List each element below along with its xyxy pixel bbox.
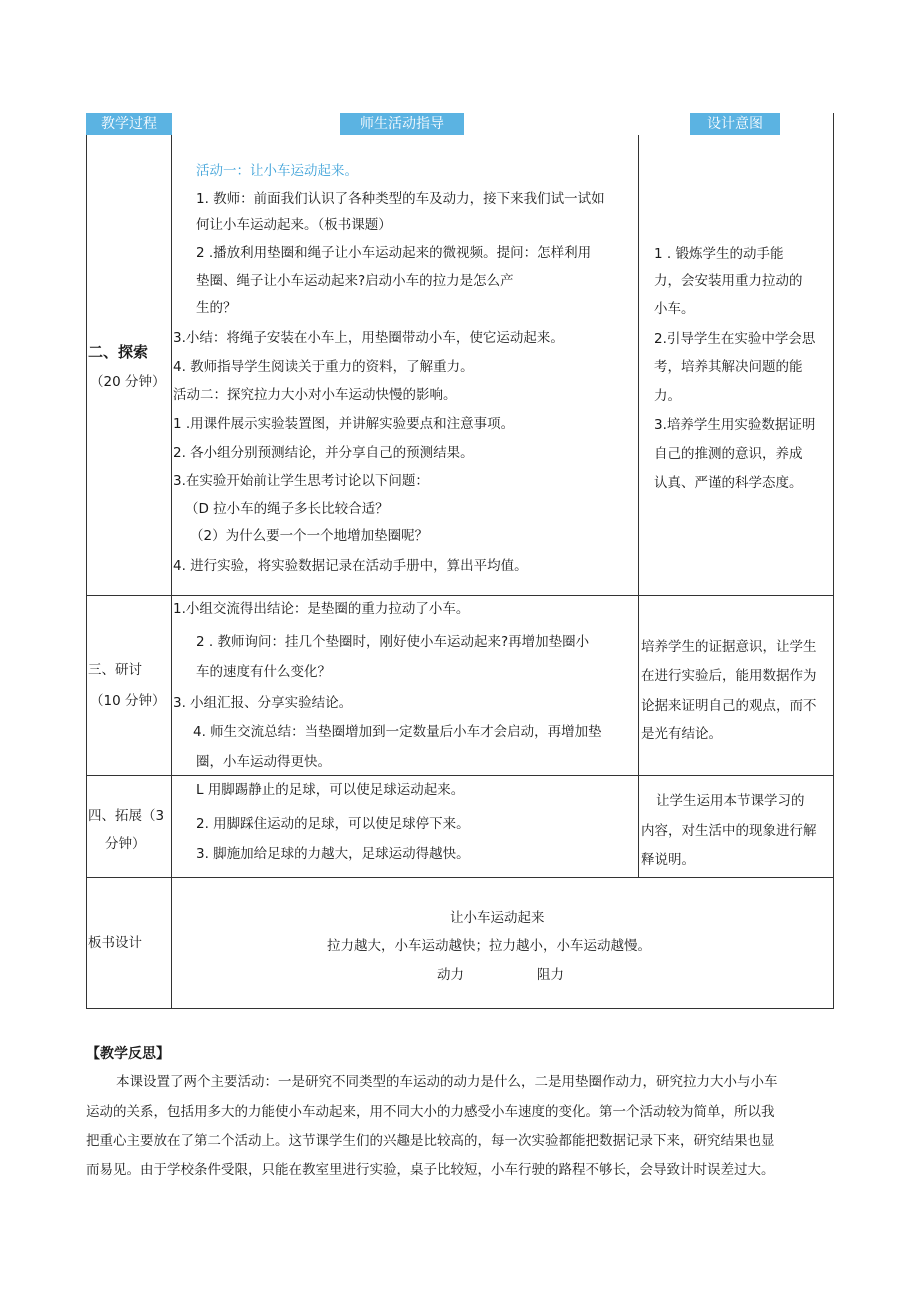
explore-line: 活动二：探究拉力大小对小车运动快慢的影响。 — [173, 387, 457, 403]
discuss-line: 4. 师生交流总结：当垫圈增加到一定数量后小车才会启动，再增加垫 — [193, 724, 602, 740]
reflection-heading: 【教学反思】 — [86, 1046, 170, 1062]
explore-duration: （20 分钟） — [90, 374, 166, 390]
header-process: 教学过程 — [86, 113, 172, 135]
explore-intent-line: 认真、严谨的科学态度。 — [654, 475, 803, 491]
discuss-label: 三、研讨 — [88, 662, 142, 678]
discuss-intent-line: 论据来证明自己的观点，而不 — [641, 698, 817, 714]
discuss-intent-line: 是光有结论。 — [641, 726, 722, 742]
explore-line: 2. 各小组分别预测结论，并分享自己的预测结果。 — [173, 445, 474, 461]
explore-intent-line: 1 . 锻炼学生的动手能 — [654, 246, 784, 262]
extend-line: 3. 脚施加给足球的力越大，足球运动得越快。 — [196, 846, 470, 862]
extend-intent-line: 让学生运用本节课学习的 — [656, 793, 805, 809]
row-divider-1 — [86, 595, 834, 596]
explore-line: 1. 教师：前面我们认识了各种类型的车及动力，接下来我们试一试如 — [196, 191, 605, 207]
reflection-line: 而易见。由于学校条件受限，只能在教室里进行实验，桌子比较短，小车行驶的路程不够长，会导致计时误差过大。 — [86, 1162, 775, 1178]
discuss-intent-line: 在进行实验后，能用数据作为 — [641, 668, 817, 684]
explore-intent-line: 3.培养学生用实验数据证明 — [654, 417, 816, 433]
extend-intent-line: 释说明。 — [641, 852, 695, 868]
explore-intent-line: 小车。 — [654, 301, 695, 317]
extend-intent-line: 内容，对生活中的现象进行解 — [641, 823, 817, 839]
explore-intent-line: 自己的推测的意识，养成 — [654, 446, 803, 462]
header-activity: 师生活动指导 — [340, 113, 464, 135]
reflection-line: 运动的关系，包括用多大的力能使小车动起来，用不同大小的力感受小车速度的变化。第一个活动较为简单，所以我 — [86, 1104, 775, 1120]
table-border-right — [833, 113, 834, 1009]
extend-line: L 用脚踢静止的足球，可以使足球运动起来。 — [196, 782, 465, 798]
board-label: 板书设计 — [88, 935, 142, 951]
discuss-line: 2 . 教师询问：挂几个垫圈时，刚好使小车运动起来?再增加垫圈小 — [196, 634, 590, 650]
explore-label: 二、探索 — [88, 343, 149, 361]
explore-line: （2）为什么要一个一个地增加垫圈呢？ — [190, 528, 429, 544]
explore-line: 3.小结：将绳子安装在小车上，用垫圈带动小车，使它运动起来。 — [173, 330, 564, 346]
row-divider-2 — [86, 775, 834, 776]
explore-line: 1 .用课件展示实验装置图，并讲解实验要点和注意事项。 — [173, 416, 515, 432]
explore-line: 3.在实验开始前让学生思考讨论以下问题： — [173, 473, 429, 489]
board-title: 让小车运动起来 — [450, 910, 545, 926]
reflection-line: 本课设置了两个主要活动：一是研究不同类型的车运动的动力是什么，二是用垫圈作动力，研究拉力大小与小车 — [116, 1074, 778, 1090]
row-divider-3 — [86, 877, 834, 878]
extend-line: 2. 用脚踩住运动的足球，可以使足球停下来。 — [196, 816, 470, 832]
explore-intent-line: 考，培养其解决问题的能 — [654, 359, 803, 375]
board-line: 拉力越大，小车运动越快；拉力越小，小车运动越慢。 — [327, 938, 651, 954]
discuss-line: 1.小组交流得出结论：是垫圈的重力拉动了小车。 — [173, 601, 470, 617]
explore-line: 4. 教师指导学生阅读关于重力的资料，了解重力。 — [173, 359, 474, 375]
table-border-bottom — [86, 1008, 834, 1009]
explore-line: 垫圈、绳子让小车运动起来?启动小车的拉力是怎么产 — [196, 273, 514, 289]
board-left: 动力 — [437, 967, 464, 983]
discuss-line: 车的速度有什么变化？ — [196, 664, 331, 680]
table-col-divider-2 — [638, 135, 639, 877]
explore-line: 生的？ — [196, 300, 237, 316]
activity1-title: 活动一：让小车运动起来。 — [196, 163, 358, 179]
explore-line: 4. 进行实验，将实验数据记录在活动手册中，算出平均值。 — [173, 558, 528, 574]
extend-label: 四、拓展（3 — [88, 808, 165, 824]
header-intent: 设计意图 — [690, 113, 780, 135]
explore-line: 何让小车运动起来。（板书课题） — [196, 217, 392, 233]
extend-duration: 分钟） — [105, 836, 146, 852]
explore-intent-line: 力，会安装用重力拉动的 — [654, 273, 803, 289]
discuss-duration: （10 分钟） — [90, 693, 166, 709]
explore-line: 2 .播放利用垫圈和绳子让小车运动起来的微视频。提问：怎样利用 — [196, 245, 592, 261]
discuss-line: 圈，小车运动得更快。 — [196, 754, 331, 770]
reflection-line: 把重心主要放在了第二个活动上。这节课学生们的兴趣是比较高的，每一次实验都能把数据记录下来，研究结果也显 — [86, 1133, 775, 1149]
discuss-intent-line: 培养学生的证据意识，让学生 — [641, 639, 817, 655]
explore-intent-line: 力。 — [654, 388, 681, 404]
discuss-line: 3. 小组汇报、分享实验结论。 — [173, 695, 353, 711]
board-right: 阻力 — [537, 967, 564, 983]
explore-line: （D 拉小车的绳子多长比较合适？ — [185, 501, 389, 517]
explore-intent-line: 2.引导学生在实验中学会思 — [654, 331, 816, 347]
